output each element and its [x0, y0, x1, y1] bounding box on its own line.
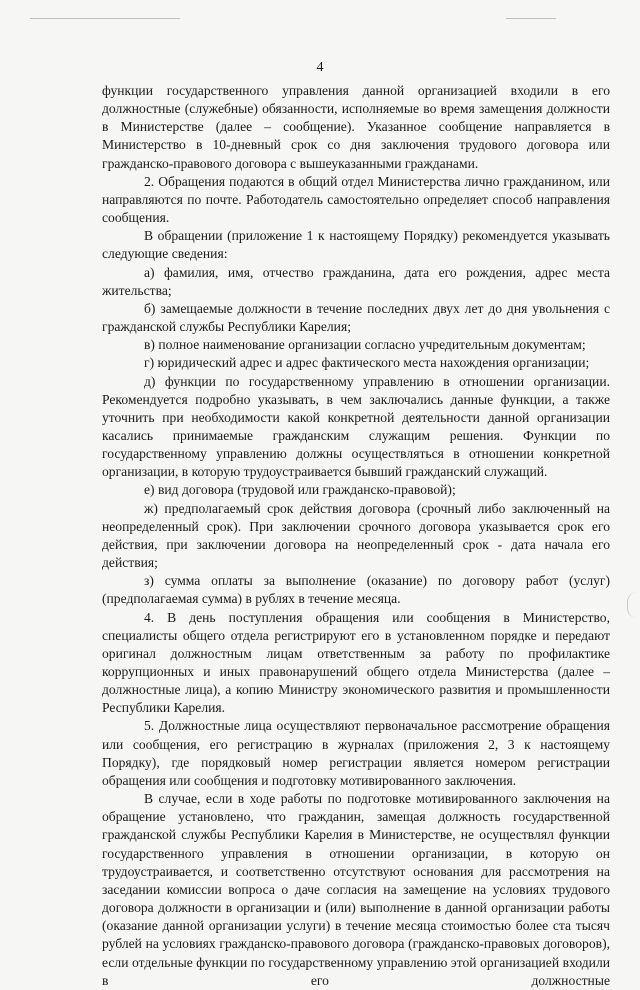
list-item: з) сумма оплаты за выполнение (оказание) по договору работ (услуг) (предполагаемая сумма) в рублях в течение месяца. — [102, 573, 610, 607]
paragraph: В обращении (приложение 1 к настоящему Порядку) рекомендуется указывать следующие сведения: — [102, 228, 610, 262]
paragraph: 5. Должностные лица осуществляют первоначальное рассмотрение обращения или сообщения, его регистрацию в журналах (приложения 2, 3 к настоящему Порядку), где порядковый номер регистрации является номером регистрации обращения или сообщения и подготовку мотивированного заключения. — [102, 718, 610, 788]
list-item: г) юридический адрес и адрес фактического места нахождения организации; — [144, 355, 590, 371]
list-item: е) вид договора (трудовой или гражданско-правовой); — [144, 482, 456, 498]
paragraph: функции государственного управления данной организацией входили в его должностные (служебные) обязанности, исполняемые во время замещения должности в Министерстве (далее – сообщение). Указанное сообщение направляется в Министерство в 10-дневный срок со дня заключения трудового договора или гражданско-правового договора с вышеуказанными гражданами. — [102, 83, 610, 171]
list-item: в) полное наименование организации согласно учредительным документам; — [144, 337, 586, 353]
list-item: д) функции по государственному управлению в отношении организации. Рекомендуется подробно указывать, в чем заключались данные функции, а также уточнить при необходимости какой конкретной деятельности данной организации касались принимаемые гражданским служащим решения. Функции по государственному управлению должны осуществляться в отношении конкретной организации, в которую трудоустраивается бывший гражданский служащий. — [102, 373, 610, 480]
scan-artifact-top-left — [30, 18, 180, 19]
list-item: б) замещаемые должности в течение последних двух лет до дня увольнения с гражданской службы Республики Карелия; — [102, 300, 610, 335]
page-edge-curl — [627, 592, 638, 618]
paragraph: 2. Обращения подаются в общий отдел Министерства лично гражданином, или направляются по почте. Работодатель самостоятельно определяет способ направления сообщения. — [102, 173, 610, 226]
page-number: 4 — [316, 60, 324, 75]
paragraph: В случае, если в ходе работы по подготовке мотивированного заключения на обращение установлено, что гражданин, замещая должность государственной гражданской службы Республики Карелия в Министерстве, не осуществлял функции государственного управления в отношении организации, в которую он трудоустраивается, и соответственно отсутствуют основания для рассмотрения на заседании комиссии вопроса о даче согласия на замещение на условиях трудового договора должности в организации и (или) выполнение в данной организации работы (оказание данной организации услуги) в течение месяца стоимостью более ста тысяч рублей на условиях гражданско-правового договора (гражданско-правовых договоров), если отдельные функции по государственному управлению этой организацией входили в его должностные — [102, 791, 610, 988]
list-item: ж) предполагаемый срок действия договора (срочный либо заключенный на неопределенный срок). При заключении срочного договора указывается срок его действия, при заключении договора на неопределенный срок - дата начала его действия; — [102, 500, 610, 571]
scan-artifact-top-right — [506, 18, 556, 19]
paragraph: 4. В день поступления обращения или сообщения в Министерство, специалисты общего отдела регистрируют его в установленном порядке и передают оригинал должностным лицам ответственным за работу по профилактике коррупционных и иных правонарушений общего отдела Министерства (далее – должностные лица), а копию Министру экономического развития и промышленности Республики Карелия. — [102, 609, 610, 716]
list-item: а) фамилия, имя, отчество гражданина, дата его рождения, адрес места жительства; — [102, 264, 610, 298]
document-body — [102, 82, 610, 990]
